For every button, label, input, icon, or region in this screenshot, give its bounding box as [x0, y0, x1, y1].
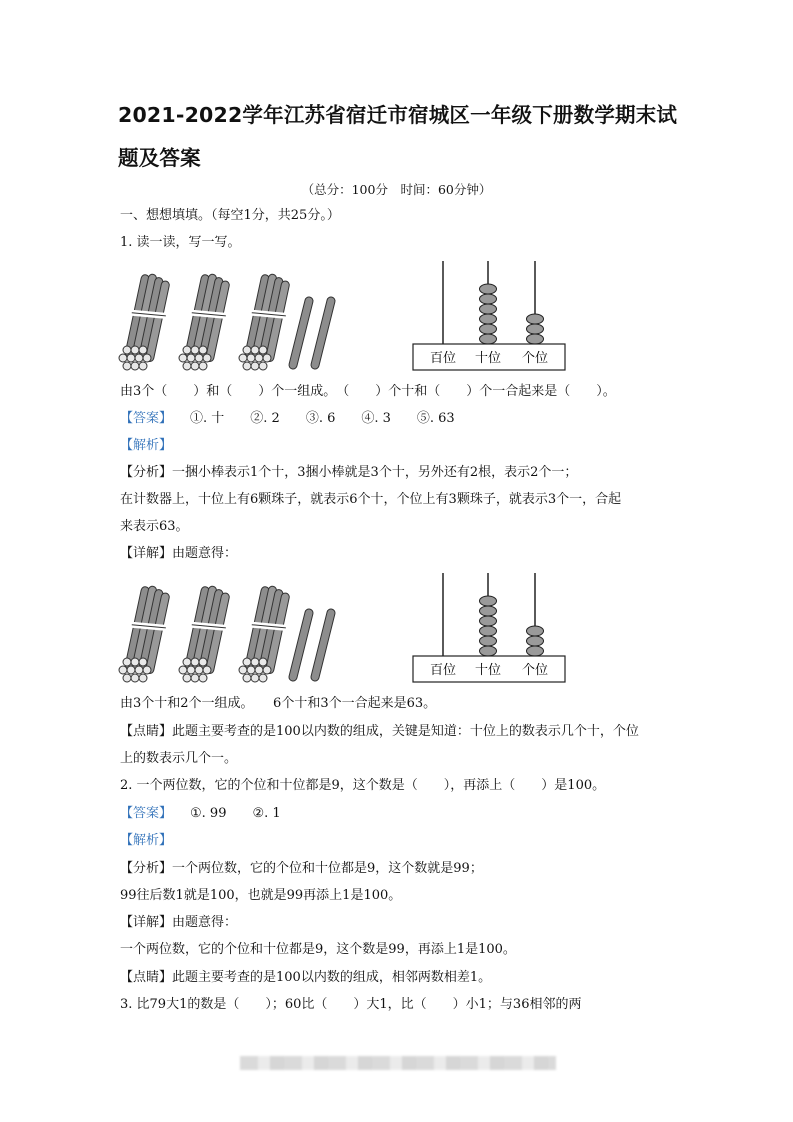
abacus [413, 261, 565, 370]
answer-tag: 【答案】 [120, 411, 173, 426]
blurred-footer [240, 1056, 556, 1070]
abacus-label-tens: 十位 [474, 351, 502, 366]
document-title-line1: 2021-2022学年江苏省宿迁市宿城区一年级下册数学期末试 [118, 103, 678, 127]
stick-bundles [119, 584, 294, 682]
abacus-label-hundreds: 百位 [429, 663, 457, 678]
q2-xiangjie-line2: 一个两位数，它的个位和十位都是9，这个数是99，再添上1是100。 [120, 942, 516, 957]
answer-tag: 【答案】 [120, 806, 173, 821]
fenxi-text: 一个两位数，它的个位和十位都是9，这个数就是99； [172, 861, 483, 876]
q1-fenxi [120, 464, 577, 482]
stick-bundle [119, 272, 174, 370]
stick-bundle [119, 584, 174, 682]
q1-analysis-tag: 【解析】 [120, 438, 173, 453]
q2-fenxi [120, 860, 483, 878]
q1-dianjing [120, 723, 639, 741]
q1-fenxi-line2: 在计数器上，十位上有6颗珠子，就表示6个十，个位上有3颗珠子，就表示3个一，合起 [120, 492, 622, 507]
q2-xiangjie [120, 914, 237, 932]
dianjing-text: 此题主要考查的是100以内数的组成，关键是知道：十位上的数表示几个十，个位 [172, 724, 639, 739]
xiangjie-text: 由题意得： [172, 546, 238, 561]
fenxi-text: 一捆小棒表示1个十，3捆小棒就是3个十，另外还有2根，表示2个一； [172, 465, 578, 480]
q1-xiangjie [120, 545, 237, 563]
dianjing-text: 此题主要考查的是100以内数的组成，相邻两数相差1。 [172, 970, 492, 985]
abacus-label-ones: 个位 [521, 351, 549, 366]
xiangjie-tag: 【详解】 [120, 546, 173, 561]
document-title-line2: 题及答案 [118, 146, 201, 170]
q2-prompt: 2. 一个两位数，它的个位和十位都是9，这个数是（ ），再添上（ ）是100。 [120, 778, 606, 793]
single-sticks [288, 296, 336, 370]
abacus-label-hundreds: 百位 [429, 351, 457, 366]
q3-prompt: 3. 比79大1的数是（ ）；60比（ ）大1，比（ ）小1；与36相邻的两 [120, 997, 582, 1012]
q1-prompt: 1. 读一读，写一写。 [120, 235, 241, 250]
q2-answer [120, 805, 281, 823]
stick-bundles [119, 272, 294, 370]
q1-figure-top [115, 258, 575, 376]
stick-bundle [239, 584, 294, 682]
fenxi-tag: 【分析】 [120, 861, 173, 876]
stick-bundle [179, 272, 234, 370]
abacus [413, 573, 565, 682]
section-heading: 一、想想填填。（每空1分，共25分。） [120, 208, 340, 223]
q1-dianjing-line2: 上的数表示几个一。 [120, 751, 238, 766]
answer-text: ①. 十 ②. 2 ③. 6 ④. 3 ⑤. 63 [190, 411, 455, 426]
document-meta: （总分：100分 时间：60分钟） [301, 182, 492, 197]
q1-fenxi-line3: 来表示63。 [120, 519, 189, 534]
stick-bundle [179, 584, 234, 682]
q1-fill-line: 由3个（ ）和（ ）个一组成。 （ ）个十和（ ）个一合起来是（ ）。 [120, 384, 616, 399]
abacus-label-tens: 十位 [474, 663, 502, 678]
xiangjie-tag: 【详解】 [120, 915, 173, 930]
q2-analysis-tag: 【解析】 [120, 833, 173, 848]
dianjing-tag: 【点睛】 [120, 724, 173, 739]
abacus-label-ones: 个位 [521, 663, 549, 678]
q1-figure-bottom [115, 570, 575, 688]
q1-result-line: 由3个十和2个一组成。 6个十和3个一合起来是63。 [120, 696, 437, 711]
q2-fenxi-line2: 99往后数1就是100，也就是99再添上1是100。 [120, 888, 402, 903]
single-sticks [288, 608, 336, 682]
answer-text: ①. 99 ②. 1 [190, 806, 281, 821]
dianjing-tag: 【点睛】 [120, 970, 173, 985]
q2-dianjing [120, 969, 491, 987]
q1-answer [120, 410, 455, 428]
fenxi-tag: 【分析】 [120, 465, 173, 480]
stick-bundle [239, 272, 294, 370]
xiangjie-text: 由题意得： [172, 915, 238, 930]
